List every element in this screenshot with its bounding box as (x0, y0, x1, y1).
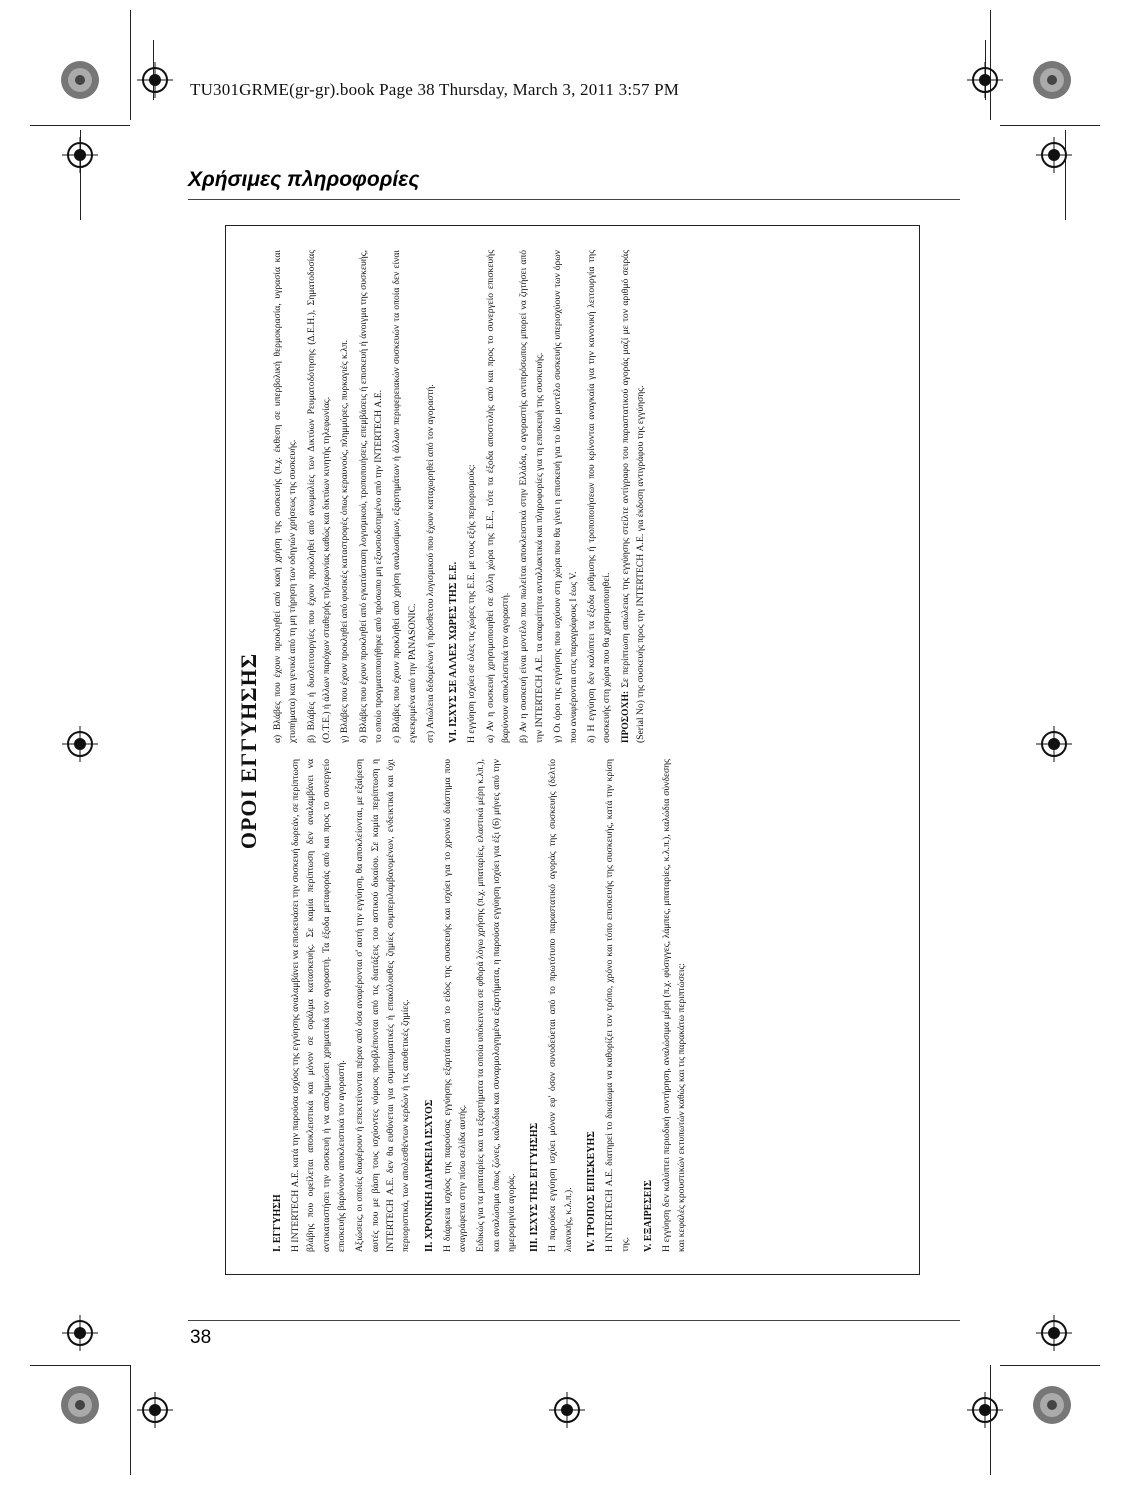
registration-mark-icon (549, 1392, 585, 1428)
registration-mark-icon (137, 1392, 173, 1428)
terms-paragraph: ΠΡΟΣΟΧΗ: Σε περίπτωση απώλειας της εγγύησης στείλτε αντίγραφο του παραστατικού αγοράς μαζί με τον αριθμό σειράς (Serial No) της συσκευής προς την INTERTECH Α.Ε. για έκδοση αντιγράφου της εγγύησης. (619, 250, 646, 743)
terms-paragraph: Η εγγύηση δεν καλύπτει περιοδική συντήρηση, αναλώσιμα μέρη (π.χ. φύσιγγες, λάμπες, μπαταρίες, κ.λ.π.), καλώδια σύνδεσης και κεφαλές κρουστικών εκτυπωτών καθώς και τις παρακάτω περιπτώσεις: (660, 759, 688, 1252)
page-number: 38 (190, 1327, 212, 1348)
registration-mark-icon (1036, 1315, 1072, 1351)
terms-paragraph: Ειδικώς για τα μπαταρίες και τα εξαρτήματα τα οποία υπόκεινται σε φθορά λόγω χρήσης (π.χ. μπαταρίες, ελαστικά μέρη κ.λπ.), και αναλώσιμα όπως ζώνες, καλώδια και συναρμολογημένα εξαρτήματα, η παρούσα εγγύηση ισχύει για έξι (6) μήνες από την ημερομηνία αγοράς. (475, 759, 518, 1252)
crop-line (1000, 125, 1100, 126)
rosette-icon (1032, 60, 1072, 100)
registration-mark-icon (1036, 137, 1072, 173)
rosette-icon (60, 1385, 100, 1425)
section-title: Χρήσιμες πληροφορίες (188, 168, 420, 191)
crop-line (130, 1365, 131, 1475)
terms-paragraph: α) Αν η συσκευή χρησιμοποιηθεί σε άλλη χώρα της Ε.Ε., τότε τα έξοδα αποστολής από και προς το συνεργείο επισκευής βαρύνουν αποκλειστικά τον αγοραστή. (484, 250, 512, 743)
crop-line (1000, 1365, 1100, 1366)
registration-mark-icon (137, 62, 173, 98)
registration-mark-icon (967, 62, 1003, 98)
crop-line (30, 1365, 130, 1366)
terms-paragraph: β) Βλάβες ή δυσλειτουργίες που έχουν προκληθεί από ανωμαλίες των Δικτύων Ρευματοδότησης (Δ.Ε.Η.), Σηματοδοσίας (Ο.Τ.Ε.) ή άλλων παρόχων σταθερής τηλεφωνίας καθώς και δικτύων κινητής τηλεφωνίας. (305, 250, 333, 743)
terms-section-heading: V. ΕΞΑΙΡΕΣΕΙΣ (642, 1180, 654, 1252)
terms-paragraph: Η INTERTECH Α.Ε. κατά την παρούσα ισχύος της εγγύησης αναλαμβάνει να επισκευάσει την συσκευή δωρεάν, σε περίπτωση βλάβης που οφείλεται αποκλειστικά και μόνον σε σφάλμα κατασκευής. Σε καμία περίπτωση δεν αναλαμβάνει να αντικαταστήσει την συσκευή ή να αποζημιώσει χρηματικά τον αγοραστή. Τα έξοδα μεταφοράς από και προς το συνεργείο επισκευής βαρύνουν αποκλειστικά τον αγοραστή. (290, 759, 348, 1252)
print-header: TU301GRME(gr-gr).book Page 38 Thursday, March 3, 2011 3:57 PM (190, 80, 680, 99)
registration-mark-icon (967, 1392, 1003, 1428)
title-rule (188, 199, 960, 200)
registration-mark-icon (62, 726, 98, 762)
registration-mark-icon (62, 1315, 98, 1351)
terms-paragraph: γ) Οι όροι της εγγύησης που ισχύουν στη χώρα που θα γίνει η επισκευή για το ίδιο μοντέλο συσκευής υπερισχύουν των όρων που αναφέρονται στις παραγράφους Ι έως V. (552, 250, 579, 743)
terms-paragraph: β) Αν η συσκευή είναι μοντέλο που πωλείται αποκλειστικά στην Ελλάδα, ο αγοραστής αντιπρόσωπος μπορεί να ζητήσει από την INTERTECH Α.Ε. τα απαραίτητα ανταλλακτικά και πληροφορίες για τη επισκευή της συσκευής. (518, 250, 545, 743)
terms-paragraph: στ) Απώλεια δεδομένων ή πρόσθετου λογισμικού που έχουν καταχωρηθεί από τον αγοραστή. (425, 384, 437, 743)
rotated-content (226, 236, 901, 1266)
terms-paragraph: Αξιώσεις, οι οποίες διαφέρουν ή επεκτείνονται πέραν από όσα αναφέρονται σ' αυτή την εγγύηση, θα αποκλείονται, με εξαίρεση αυτές που με βάση τους ισχύοντες νόμους προβλέπονται από τις διατάξεις του αστικού δικαίου. Σε καμία περίπτωση η INTERTECH Α.Ε. δεν θα ευθύνεται για συμπτωματικές ή επακόλουθες ζημίες συμπεριλαμβανομένων, ενδεικτικά και όχι περιοριστικά, των απολεσθέντων κερδών ή τις αποθετικές ζημίες. (354, 759, 412, 1252)
rosette-icon (1032, 1385, 1072, 1425)
terms-section-heading: III. ΙΣΧΥΣ ΤΗΣ ΕΓΓΥΗΣΗΣ (529, 1122, 541, 1252)
terms-paragraph: Η INTERTECH Α.Ε. διατηρεί το δικαίωμα να καθορίζει τον τρόπο, χρόνο και τόπο επισκευής της συσκευής, κατά την κρίση της. (604, 759, 631, 1252)
terms-paragraph: Η εγγύηση ισχύει σε όλες τις χώρες της Ε.Ε. με τους εξής περιορισμούς: (466, 464, 478, 743)
terms-column-left (270, 759, 890, 1252)
warranty-terms-title: ΟΡΟΙ ΕΓΓΥΗΣΗΣ (236, 652, 261, 850)
terms-paragraph: Η παρούσα εγγύηση ισχύει μόνον εφ' όσον συνοδεύεται από το πρωτότυπο παραστατικό αγοράς της συσκευής (δελτίο λιανικής, κ.λ.π.). (547, 759, 574, 1252)
crop-line (30, 125, 130, 126)
terms-paragraph: γ) Βλάβες που έχουν προκληθεί από φυσικές καταστροφές όπως κεραυνούς, πλημμύρες, πυρκαγιές κ.λπ. (339, 339, 351, 743)
bottom-rule (188, 1320, 960, 1321)
terms-section-heading: II. ΧΡΟΝΙΚΗ ΔΙΑΡΚΕΙΑ ΙΣΧΥΟΣ (423, 1099, 435, 1252)
terms-section-heading: IV. ΤΡΟΠΟΣ ΕΠΙΣΚΕΥΗΣ (586, 1131, 598, 1252)
warranty-terms-box (225, 225, 920, 1275)
terms-paragraph: α) Βλάβες που έχουν προκληθεί από κακή χρήση της συσκευής (π.χ. έκθεση σε υπερβολική θερμοκρασία, υγρασία και χτυπήματα) και γενικά από τη μη τήρηση των οδηγιών χρήσεως της συσκευής. (272, 250, 299, 743)
rosette-icon (60, 60, 100, 100)
crop-line (130, 10, 131, 120)
terms-section-heading: VI. ΙΣΧΥΣ ΣΕ ΑΛΛΕΣ ΧΩΡΕΣ ΤΗΣ Ε.Ε. (448, 561, 460, 743)
registration-mark-icon (1036, 726, 1072, 762)
terms-paragraph: δ) Βλάβες που έχουν προκληθεί από εγκατάσταση λογισμικού, τροποποιήσεις, επεμβάσεις ή επισκευή ή άνοιγμα της συσκευής, το οποίο πραγματοποιήθηκε από πρόσωπο μη εξουσιοδοτημένο από την INTERTECH Α.Ε. (357, 250, 385, 743)
registration-mark-icon (62, 137, 98, 173)
terms-paragraph: δ) Η εγγύηση δεν καλύπτει τα έξοδα ρύθμισης ή τροποποιήσεων που κρίνονται αναγκαία για την κανονική λειτουργία της συσκευής στη χώρα που θα χρησιμοποιηθεί. (585, 250, 613, 743)
terms-paragraph: Η διάρκεια ισχύος της παρούσας εγγύησης εξαρτάται από το είδος της συσκευής και ισχύει για το χρονικό διάστημα που αναγράφεται στην πίσω σελίδα αυτής. (441, 759, 469, 1252)
terms-paragraph: ε) Βλάβες που έχουν προκληθεί από χρήση αναλωσίμων, εξαρτημάτων ή άλλων περιφερειακών συσκευών τα οποία δεν είναι εγκεκριμένα από την PANASONIC. (391, 250, 418, 743)
terms-column-right (270, 250, 890, 743)
terms-section-heading: I. ΕΓΓΥΗΣΗ (272, 1194, 283, 1252)
